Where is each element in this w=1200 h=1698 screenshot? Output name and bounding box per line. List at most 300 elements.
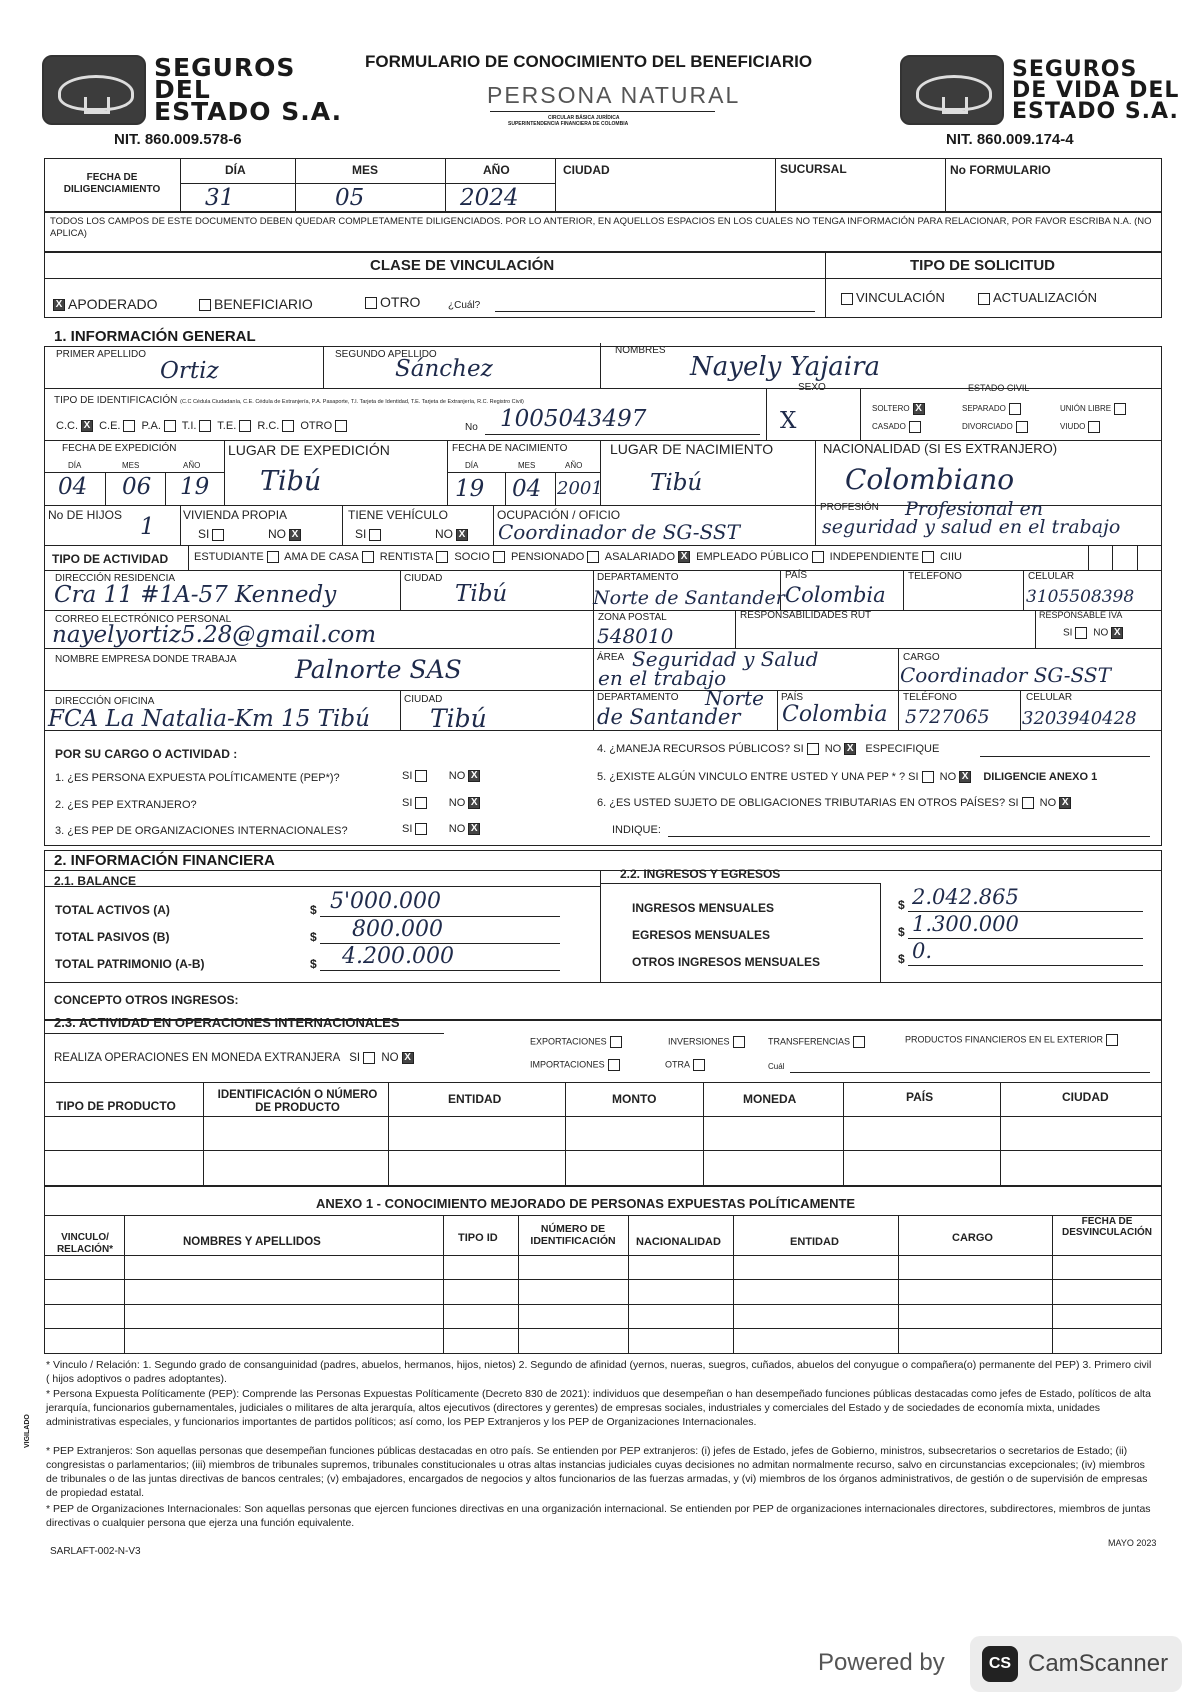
empresa[interactable]: Palnorte SAS (295, 655, 462, 684)
dia-label: DÍA (225, 163, 246, 177)
q4-especifique: ESPECIFIQUE (865, 743, 940, 755)
left-company-name (154, 53, 343, 126)
right-nit: NIT. 860.009.174-4 (946, 131, 1074, 148)
anexo-col-entidad: ENTIDAD (790, 1236, 839, 1248)
q1-no-checkbox[interactable]: X (468, 770, 480, 782)
exportaciones-label: EXPORTACIONES (530, 1036, 607, 1047)
q5-text: 5. ¿EXISTE ALGÚN VINCULO ENTRE USTED Y UNA PEP * ? (597, 771, 906, 783)
circular-line-1: CIRCULAR BÁSICA JURÍDICA (548, 115, 620, 121)
op-importaciones[interactable] (530, 1059, 623, 1071)
pep-q2-answer[interactable] (402, 797, 483, 809)
empresa-label: NOMBRE EMPRESA DONDE TRABAJA (55, 654, 237, 665)
iva-si-label: SI (1063, 627, 1073, 639)
pep-q4 (597, 743, 939, 755)
casado-checkbox[interactable] (909, 421, 921, 433)
q6-si-checkbox[interactable] (1022, 797, 1034, 809)
correo[interactable]: nayelyortiz5.28@gmail.com (52, 622, 377, 648)
otra-label: OTRA (665, 1059, 691, 1070)
celular-res-label: CELULAR (1028, 571, 1075, 582)
act-ciiu: CIIU (939, 551, 962, 563)
nac-ano[interactable]: 2001 (557, 478, 603, 499)
ciudad-ofi-label: CIUDAD (404, 694, 443, 705)
col-monto: MONTO (612, 1092, 657, 1106)
right-company-line: DE VIDA DEL (1012, 77, 1180, 103)
beneficiario-checkbox[interactable] (199, 299, 211, 311)
mes-label: MES (352, 163, 379, 177)
act-estudiante: ESTUDIANTE (194, 551, 264, 563)
op-exportaciones[interactable] (530, 1036, 625, 1048)
vivienda-si-label: SI (198, 527, 210, 541)
estado-viudo[interactable] (1060, 421, 1103, 433)
fecha-nacimiento-label: FECHA DE NACIMIENTO (452, 443, 568, 454)
op-otra[interactable] (665, 1059, 708, 1071)
exp-dia[interactable]: 04 (58, 474, 88, 500)
pasivos-currency: $ (310, 930, 317, 944)
exportaciones-checkbox[interactable] (610, 1036, 622, 1048)
depto-ofi-label: DEPARTAMENTO (597, 692, 679, 703)
area-line-1[interactable]: Seguridad y Salud (632, 647, 819, 671)
vehiculo-no[interactable] (435, 527, 471, 541)
socio-checkbox[interactable] (493, 551, 505, 563)
nac-dia-label: DÍA (465, 461, 479, 470)
q5-no-checkbox[interactable]: X (959, 771, 971, 783)
celular-oficina[interactable]: 3203940428 (1022, 708, 1137, 729)
vivienda-no-checkbox[interactable]: X (289, 529, 301, 541)
patrimonio-label: TOTAL PATRIMONIO (A-B) (55, 957, 205, 971)
pa-checkbox[interactable] (164, 420, 176, 432)
q6-si: SI (1008, 797, 1019, 809)
q3-no-checkbox[interactable]: X (468, 823, 480, 835)
iva-no-checkbox[interactable]: X (1111, 627, 1123, 639)
celular-ofi-label: CELULAR (1026, 692, 1073, 703)
nac-mes-label: MES (518, 461, 536, 470)
dir-oficina[interactable]: FCA La Natalia-Km 15 Tibú (48, 706, 370, 732)
note-pep-extranjeros: * PEP Extranjeros: Son aquellas personas que desempeñan funciones públicas destacadas en otro país. Se entienden por PEP extranjeros: (i) jefes de Estado, jefes de Gobierno, ministros, subsecretarios o secretarios de Estado; (ii) congresistas o parlamentarios; (iii) miembros de tribunales supremos, tribunales constitucionales u otras altas instancias judiciales cuyas decisiones no admitan normalmente recurso, salvo en circunstancias excepcionales; (iv) miembros de tribunales o de las juntas directivas de bancos centrales; (v) embajadores, encargados de negocios y altos funcionarios de las fuerzas armadas, y (vi) miembros de los órganos administrativos, de gestión o de supervisión de empresas de propiedad estatal. (46, 1445, 1148, 1499)
vehiculo-si-label: SI (355, 527, 367, 541)
tipo-actividad-label: TIPO DE ACTIVIDAD (52, 552, 169, 566)
vehiculo-no-checkbox[interactable]: X (456, 529, 468, 541)
estado-divorciado[interactable] (962, 421, 1031, 433)
q4-no: NO (824, 743, 842, 755)
lugar-nacimiento[interactable]: Tibú (650, 470, 703, 496)
actividades-list (194, 551, 962, 563)
otro-id-checkbox[interactable] (335, 420, 347, 432)
sexo-label: SEXO (798, 382, 826, 393)
pais-ofi-label: PAÍS (781, 692, 804, 703)
segundo-apellido-label: SEGUNDO APELLIDO (335, 349, 437, 360)
id-type-cc: C.C. (56, 420, 78, 432)
celular-residencia[interactable]: 3105508398 (1026, 587, 1135, 607)
anexo-col-nombres: NOMBRES Y APELLIDOS (183, 1236, 321, 1248)
powered-by: Powered by (818, 1649, 945, 1676)
lugar-expedicion[interactable]: Tibú (260, 466, 322, 497)
left-company-line: ESTADO S.A. (154, 97, 343, 126)
option-vinculacion[interactable] (838, 290, 945, 305)
profesion-line-2[interactable]: seguridad y salud en el trabajo (822, 516, 1121, 538)
op-inversiones[interactable] (668, 1036, 748, 1048)
sexo-mark[interactable]: X (780, 408, 797, 434)
pep-q1: 1. ¿ES PERSONA EXPUESTA POLÍTICAMENTE (PEP*)? (55, 772, 340, 784)
pais-res-label: PAÍS (785, 570, 808, 581)
ocupacion-label: OCUPACIÓN / OFICIO (497, 508, 621, 522)
internacional-section: 2.3. ACTIVIDAD EN OPERACIONES INTERNACIONALES (54, 1015, 400, 1030)
lugar-expedicion-label: LUGAR DE EXPEDICIÓN (228, 442, 390, 458)
op-transferencias[interactable] (768, 1036, 868, 1048)
ocupacion[interactable]: Coordinador de SG-SST (498, 520, 740, 544)
hijos[interactable]: 1 (140, 514, 155, 540)
form-date: MAYO 2023 (1108, 1538, 1157, 1548)
id-type-pa: P.A. (141, 420, 161, 432)
tipo-id-label (54, 395, 524, 406)
depto-res-label: DEPARTAMENTO (597, 572, 679, 583)
q4-si: SI (793, 743, 804, 755)
tipo-id-label-text: TIPO DE IDENTIFICACIÓN (54, 395, 178, 406)
option-beneficiario[interactable] (196, 296, 313, 312)
vivienda-si-checkbox[interactable] (212, 529, 224, 541)
dir-oficina-label: DIRECCIÓN OFICINA (55, 696, 155, 707)
lugar-nacimiento-label: LUGAR DE NACIMIENTO (610, 441, 774, 457)
asalariado-checkbox[interactable]: X (678, 551, 690, 563)
pep-q5 (597, 771, 1097, 783)
fecha-mes[interactable]: 05 (335, 185, 365, 211)
form-subtitle: PERSONA NATURAL (487, 82, 741, 108)
col-identificacion: IDENTIFICACIÓN O NÚMERO DE PRODUCTO (217, 1089, 378, 1114)
estudiante-checkbox[interactable] (267, 551, 279, 563)
left-nit: NIT. 860.009.578-6 (114, 131, 242, 148)
fecha-diligenciamiento-label: FECHA DE DILIGENCIAMIENTO (63, 172, 161, 195)
iva-label: RESPONSABLE IVA (1039, 610, 1123, 620)
q3-no: NO (448, 823, 466, 835)
q4-si-checkbox[interactable] (807, 743, 819, 755)
fecha-expedicion-label: FECHA DE EXPEDICIÓN (62, 443, 177, 454)
q6-no: NO (1039, 797, 1057, 809)
transferencias-checkbox[interactable] (853, 1036, 865, 1048)
casado-label: CASADO (872, 422, 906, 432)
separado-checkbox[interactable] (1009, 403, 1021, 415)
separado-label: SEPARADO (962, 404, 1006, 414)
egresos-mensuales[interactable]: 1.300.000 (912, 912, 1019, 936)
apoderado-label: APODERADO (68, 296, 158, 312)
total-patrimonio[interactable]: 4.200.000 (342, 944, 454, 969)
col-moneda: MONEDA (743, 1092, 797, 1106)
option-otro[interactable] (362, 294, 420, 310)
pep-q6 (597, 797, 1074, 809)
actualizacion-label: ACTUALIZACIÓN (993, 290, 1098, 305)
clase-vinculacion-label: CLASE DE VINCULACIÓN (370, 257, 555, 274)
id-type-rc: R.C. (257, 420, 280, 432)
estado-soltero[interactable] (872, 403, 928, 415)
q5-anexo-note: DILIGENCIE ANEXO 1 (983, 771, 1098, 783)
egresos-currency: $ (898, 925, 905, 939)
ingresos-currency: $ (898, 898, 905, 912)
otro-checkbox[interactable] (365, 297, 377, 309)
rentista-checkbox[interactable] (436, 551, 448, 563)
nac-dia[interactable]: 19 (455, 476, 485, 502)
col-ciudad: CIUDAD (1062, 1090, 1109, 1104)
numero-id-label: No (465, 422, 478, 433)
zona-postal-label: ZONA POSTAL (598, 612, 667, 623)
exp-ano[interactable]: 19 (180, 474, 210, 500)
divorciado-label: DIVORCIADO (962, 422, 1013, 432)
anexo-col-numero-id: NÚMERO DE IDENTIFICACIÓN (530, 1223, 616, 1247)
total-activos[interactable]: 5'000.000 (330, 889, 442, 914)
vivienda-no[interactable] (268, 527, 304, 541)
zona-postal[interactable]: 548010 (597, 624, 674, 648)
pensionado-checkbox[interactable] (587, 551, 599, 563)
no-formulario-label: No FORMULARIO (950, 163, 1051, 177)
note-pep: * Persona Expuesta Políticamente (PEP): Comprende las Personas Expuestas Políticamente (Decreto 830 de 2021): individuos que desempeñan o han desempeñado funciones públicas destacadas como jefes de Estado, políticos de alta jerarquía, funcionarios gubernamentales, judiciales o militares de alta jerarquía, altos ejecutivos (directores y gerentes) de empresas sociales, industriales y comerciales del Estado y de sociedades de economía mixta, unidades administrativas especiales, y funcionarios importantes de partidos políticos; así como, los PEP Extranjeros y los PEP de Organizaciones Internacionales. (46, 1388, 1151, 1428)
estado-separado[interactable] (962, 403, 1024, 415)
section-informacion-financiera: 2. INFORMACIÓN FINANCIERA (54, 852, 275, 869)
nombres-label: NOMBRES (615, 345, 666, 356)
right-company-line: SEGUROS (1012, 56, 1138, 82)
nac-mes[interactable]: 04 (512, 476, 542, 502)
tipo-id-help: (C.C Cédula Ciudadanía, C.E. Cédula de Extranjería, P.A. Pasaporte, T.I. Tarjeta de Identidad, T.E. Tarjeta de Extranjería, R.C. Registro Civil) (180, 399, 524, 405)
cargo[interactable]: Coordinador SG-SST (900, 663, 1111, 687)
ingresos-mensuales[interactable]: 2.042.865 (912, 885, 1019, 909)
transferencias-label: TRANSFERENCIAS (768, 1036, 851, 1047)
q5-si: SI (908, 771, 919, 783)
ciudad-res-label: CIUDAD (404, 573, 443, 584)
nombres[interactable]: Nayely Yajaira (690, 352, 881, 382)
viudo-label: VIUDO (1060, 422, 1086, 432)
q5-si-checkbox[interactable] (922, 771, 934, 783)
pep-q3: 3. ¿ES PEP DE ORGANIZACIONES INTERNACIONALES? (55, 825, 348, 837)
correo-label: CORREO ELECTRÓNICO PERSONAL (55, 614, 232, 625)
apoderado-checkbox[interactable]: X (53, 299, 65, 311)
independiente-checkbox[interactable] (922, 551, 934, 563)
soltero-checkbox[interactable]: X (913, 403, 925, 415)
depto-oficina-1[interactable]: Norte (705, 686, 764, 710)
q5-no: NO (939, 771, 957, 783)
right-logo (900, 55, 1179, 125)
section-informacion-general: 1. INFORMACIÓN GENERAL (54, 328, 256, 345)
union-libre-label: UNIÓN LIBRE (1060, 404, 1112, 414)
cc-checkbox[interactable]: X (81, 420, 93, 432)
ce-checkbox[interactable] (123, 420, 135, 432)
vigilado-mark: VIGILADO (24, 1414, 31, 1448)
estado-union-libre[interactable] (1060, 403, 1129, 415)
op-productos-financieros[interactable] (905, 1034, 1121, 1046)
id-type-otro: OTRO (300, 420, 333, 432)
importaciones-label: IMPORTACIONES (530, 1059, 605, 1070)
form-code: SARLAFT-002-N-V3 (50, 1546, 141, 1557)
nacionalidad-label: NACIONALIDAD (SI ES EXTRANJERO) (823, 441, 1058, 456)
rut-label: RESPONSABILIDADES RUT (740, 610, 872, 621)
nac-ano-label: AÑO (565, 461, 583, 470)
vehiculo-no-label: NO (435, 527, 453, 541)
fecha-dia[interactable]: 31 (205, 185, 235, 211)
segundo-apellido[interactable]: Sánchez (395, 356, 493, 382)
ano-label: AÑO (483, 163, 510, 177)
telefono-oficina[interactable]: 5727065 (905, 706, 990, 728)
importaciones-checkbox[interactable] (608, 1059, 620, 1071)
egresos-label: EGRESOS MENSUALES (632, 928, 771, 942)
fecha-ano[interactable]: 2024 (460, 185, 519, 211)
option-actualizacion[interactable] (975, 290, 1097, 305)
inversiones-label: INVERSIONES (668, 1036, 730, 1047)
ama-casa-checkbox[interactable] (362, 551, 374, 563)
form-title: FORMULARIO DE CONOCIMIENTO DEL BENEFICIARIO (365, 52, 813, 71)
rc-checkbox[interactable] (282, 420, 294, 432)
depto-oficina-2[interactable]: de Santander (597, 705, 741, 729)
realiza-no-checkbox[interactable]: X (402, 1052, 414, 1064)
concepto-otros-ingresos-label: CONCEPTO OTROS INGRESOS: (54, 993, 239, 1007)
act-independiente: INDEPENDIENTE (829, 551, 919, 563)
ciudad-label: CIUDAD (563, 163, 610, 177)
anexo-col-fecha-desvinculacion: FECHA DE DESVINCULACIÓN (1061, 1216, 1152, 1238)
iva-options[interactable] (1063, 627, 1126, 639)
act-socio: SOCIO (454, 551, 490, 563)
primer-apellido[interactable]: Ortiz (160, 358, 219, 384)
pep-q3-answer[interactable] (402, 823, 483, 835)
iva-si-checkbox[interactable] (1075, 627, 1087, 639)
numero-id[interactable]: 1005043497 (500, 406, 647, 432)
iva-no-label: NO (1093, 627, 1109, 639)
primer-apellido-label: PRIMER APELLIDO (56, 349, 147, 360)
empleado-publico-checkbox[interactable] (812, 551, 824, 563)
otro-label: OTRO (380, 294, 421, 310)
productos-financieros-checkbox[interactable] (1106, 1034, 1118, 1046)
dir-residencia-label: DIRECCIÓN RESIDENCIA (55, 573, 176, 584)
q6-no-checkbox[interactable]: X (1059, 797, 1071, 809)
inversiones-checkbox[interactable] (733, 1036, 745, 1048)
dir-residencia[interactable]: Cra 11 #1A-57 Kennedy (54, 582, 337, 608)
act-asalariado: ASALARIADO (604, 551, 676, 563)
ingresos-egresos-label: 2.2. INGRESOS Y EGRESOS (620, 867, 781, 881)
q3-si: SI (402, 823, 413, 835)
estado-civil-label: ESTADO CIVIL (968, 383, 1030, 393)
vivienda-si[interactable] (198, 527, 227, 541)
q1-no: NO (448, 770, 466, 782)
anexo-title: ANEXO 1 - CONOCIMIENTO MEJORADO DE PERSONAS EXPUESTAS POLÍTICAMENTE (316, 1196, 856, 1211)
cual-label: ¿Cuál? (448, 300, 481, 311)
q2-no-checkbox[interactable]: X (468, 797, 480, 809)
realiza-operaciones (54, 1052, 417, 1064)
pep-indique: INDIQUE: (612, 824, 661, 836)
left-company-line: DEL (154, 75, 211, 104)
exp-dia-label: DÍA (68, 461, 82, 470)
camscanner-brand: CamScanner (1028, 1650, 1169, 1677)
note-vinculo: * Vinculo / Relación: 1. Segundo grado de consanguinidad (padres, abuelos, hermanos, hijos, nietos) 2. Segundo de afinidad (yernos, nueras, suegros, cuñados, abuelos del conyugue o compañera(o) permanente del PEP) 3. Primero civil ( hijos adoptivos o padres adoptantes). (46, 1359, 1152, 1385)
ciudad-residencia[interactable]: Tibú (455, 581, 508, 607)
q2-no: NO (448, 797, 466, 809)
anexo-col-cargo: CARGO (952, 1232, 993, 1244)
exp-ano-label: AÑO (183, 461, 201, 470)
q1-si-checkbox[interactable] (415, 770, 427, 782)
exp-mes[interactable]: 06 (122, 474, 152, 500)
union-libre-checkbox[interactable] (1114, 403, 1126, 415)
sucursal-label: SUCURSAL (780, 162, 847, 176)
q2-si: SI (402, 797, 413, 809)
vehiculo-si-checkbox[interactable] (369, 529, 381, 541)
q3-si-checkbox[interactable] (415, 823, 427, 835)
q2-si-checkbox[interactable] (415, 797, 427, 809)
cargo-label: CARGO (903, 652, 940, 663)
nacionalidad[interactable]: Colombiano (845, 463, 1015, 496)
vinculacion-label: VINCULACIÓN (856, 290, 945, 305)
q4-no-checkbox[interactable]: X (844, 743, 856, 755)
id-type-ti: T.I. (181, 420, 197, 432)
col-entidad: ENTIDAD (448, 1092, 502, 1106)
realiza-si-checkbox[interactable] (363, 1052, 375, 1064)
col-pais: PAÍS (906, 1090, 934, 1104)
hijos-label: No DE HIJOS (48, 508, 123, 522)
actualizacion-checkbox[interactable] (978, 293, 990, 305)
te-checkbox[interactable] (239, 420, 251, 432)
realiza-no: NO (381, 1052, 399, 1065)
depto-residencia[interactable]: Norte de Santander (593, 587, 785, 609)
viudo-checkbox[interactable] (1088, 421, 1100, 433)
pep-q1-answer[interactable] (402, 770, 483, 782)
exp-mes-label: MES (122, 461, 140, 470)
realiza-si: SI (349, 1052, 361, 1065)
camscanner-badge (970, 1636, 1182, 1692)
divorciado-checkbox[interactable] (1016, 421, 1028, 433)
soltero-label: SOLTERO (872, 404, 910, 414)
pais-residencia[interactable]: Colombia (785, 583, 886, 607)
q1-si: SI (402, 770, 413, 782)
ingresos-label: INGRESOS MENSUALES (632, 901, 775, 915)
act-pensionado: PENSIONADO (510, 551, 585, 563)
right-company-line: ESTADO S.A. (1012, 98, 1179, 124)
option-apoderado[interactable] (50, 296, 157, 312)
profesion-line-1[interactable]: Profesional en (905, 498, 1044, 520)
balance-label: 2.1. BALANCE (54, 874, 137, 888)
ciudad-oficina[interactable]: Tibú (430, 704, 487, 733)
id-type-ce: C.E. (99, 420, 121, 432)
otros-currency: $ (898, 952, 905, 966)
act-empleado-publico: EMPLEADO PÚBLICO (696, 551, 809, 563)
right-company-name (1012, 56, 1180, 124)
activos-currency: $ (310, 903, 317, 917)
op-cual-label: Cuál (768, 1062, 785, 1071)
pais-oficina[interactable]: Colombia (782, 702, 888, 727)
telefono-ofi-label: TELÉFONO (903, 692, 957, 703)
anexo-col-nacionalidad: NACIONALIDAD (636, 1236, 721, 1248)
anexo-col-tipo-id: TIPO ID (458, 1232, 498, 1244)
patrimonio-currency: $ (310, 957, 317, 971)
vivienda-no-label: NO (268, 527, 286, 541)
circular-line-2: SUPERINTENDENCIA FINANCIERA DE COLOMBIA (508, 121, 629, 127)
camscanner-icon: CS (982, 1646, 1018, 1682)
area-line-2[interactable]: en el trabajo (598, 666, 727, 690)
note-pep-organizaciones: * PEP de Organizaciones Internacionales: Son aquellas personas que ejercen funciones directivas en una organización internacional. Se entienden por PEP de organizaciones internacionales directores, subdirectores, miembros de juntas directivas o cualquier persona que ejerza una función equivalente. (46, 1503, 1151, 1529)
pasivos-label: TOTAL PASIVOS (B) (55, 930, 170, 944)
id-types (56, 420, 350, 432)
total-pasivos[interactable]: 800.000 (352, 917, 443, 942)
ti-checkbox[interactable] (199, 420, 211, 432)
vehiculo-si[interactable] (355, 527, 384, 541)
estado-casado[interactable] (872, 421, 924, 433)
pep-q2: 2. ¿ES PEP EXTRANJERO? (55, 799, 197, 811)
pep-header: POR SU CARGO O ACTIVIDAD : (55, 747, 238, 761)
telefono-res-label: TELÉFONO (908, 571, 962, 582)
anexo-col-vinculo: VINCULO/ RELACIÓN* (56, 1232, 114, 1255)
otros-ingresos[interactable]: 0. (912, 939, 933, 963)
beneficiario-label: BENEFICIARIO (214, 296, 313, 312)
vehiculo-label: TIENE VEHÍCULO (348, 508, 449, 522)
activos-label: TOTAL ACTIVOS (A) (55, 903, 170, 917)
vinculacion-checkbox[interactable] (841, 293, 853, 305)
col-tipo-producto: TIPO DE PRODUCTO (56, 1099, 176, 1113)
left-logo (42, 55, 342, 125)
act-rentista: RENTISTA (379, 551, 434, 563)
otra-checkbox[interactable] (693, 1059, 705, 1071)
act-ama-casa: AMA DE CASA (284, 551, 359, 563)
tipo-solicitud-label: TIPO DE SOLICITUD (910, 257, 1056, 274)
q6-text: 6. ¿ES USTED SUJETO DE OBLIGACIONES TRIBUTARIAS EN OTROS PAÍSES? (597, 797, 1006, 809)
